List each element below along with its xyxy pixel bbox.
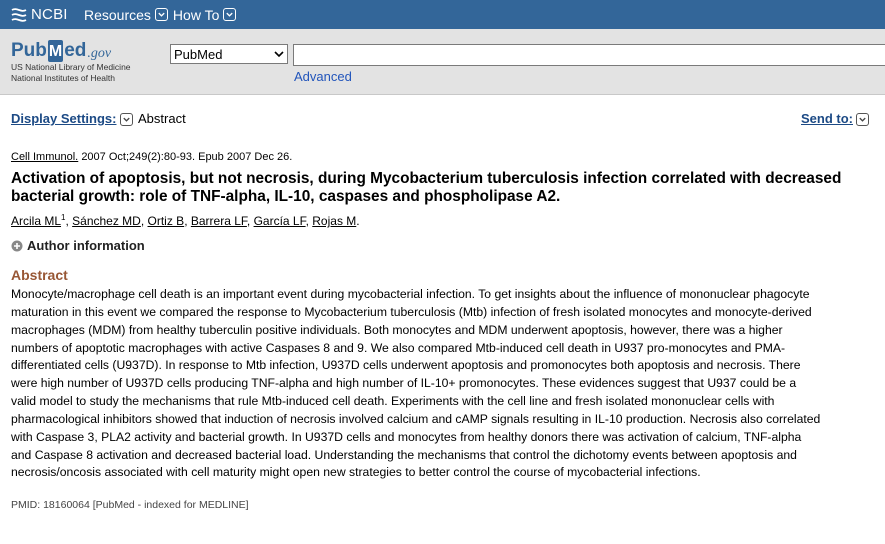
author-affiliation-marker: 1 — [61, 213, 66, 222]
abstract-line: maturation in this event we compared the response to Mycobacterium tuberculosis (Mtb) infection of fresh isolated monocytes and monocyte-derived — [11, 304, 812, 319]
abstract-line: numbers of apoptotic macrophages with active Caspases 8 and 9. We also compared Mtb-induced cell death in U937 pro-monocytes and PMA- — [11, 340, 786, 355]
database-selected-value: PubMed — [174, 46, 223, 62]
resources-label: Resources — [84, 6, 151, 23]
author-separator: , — [184, 214, 191, 228]
citation-line — [11, 151, 292, 163]
send-to-link[interactable]: Send to: — [801, 111, 853, 126]
author-link[interactable]: Arcila ML — [11, 214, 62, 228]
search-input[interactable] — [293, 44, 885, 66]
database-select[interactable] — [170, 44, 288, 64]
author-link[interactable]: Ortiz B — [147, 214, 185, 228]
abstract-line: necrosis/oncosis associated with cell maturity might open new strategies to better control the course of mycobacterial infections. — [11, 465, 701, 480]
display-settings-link[interactable]: Display Settings: — [11, 111, 117, 126]
nlm-line: US National Library of Medicine — [11, 62, 131, 72]
author-link[interactable]: Barrera LF — [190, 214, 247, 228]
chevron-down-icon[interactable] — [856, 113, 869, 126]
author-list — [11, 213, 360, 228]
abstract-line: and Caspase 8 activation and decreased bacterial load. Understanding the mechanisms that control the dichotomy events between apoptosis and — [11, 447, 797, 462]
resources-menu[interactable] — [84, 7, 168, 23]
author-separator: , — [140, 214, 148, 228]
author-information-toggle[interactable] — [11, 238, 145, 253]
abstract-line: differentiated cells (U937D). In response to Mtb infection, U937D cells underwent apoptosis and promonocytes both apoptosis and necrosis. There — [11, 358, 801, 373]
expand-plus-icon — [11, 240, 23, 252]
author-link[interactable]: Sánchez MD — [72, 214, 141, 228]
abstract-line: valid model to study the mechanisms that rule Mtb-induced cell death. Experiments with the cell line and fresh isolated mononuclear cells with — [11, 394, 775, 409]
author-link[interactable]: García LF — [253, 214, 306, 228]
pubmed-wordmark: Pub M ed .gov — [11, 40, 112, 61]
abstract-text — [11, 286, 879, 482]
howto-menu[interactable] — [173, 7, 236, 23]
abstract-line: were high number of U937D cells producing TNF-alpha and high number of IL-10+ promonocytes. These evidences suggest that U937 could be a — [11, 376, 797, 391]
ncbi-helix-icon — [10, 7, 28, 23]
chevron-down-icon — [223, 8, 236, 21]
author-separator: , — [65, 214, 73, 228]
dropdown-arrow-icon — [273, 48, 285, 60]
pubmed-logo[interactable] — [11, 35, 161, 84]
article-title: Activation of apoptosis, but not necrosis, during Mycobacterium tuberculosis infection correlated with decreased bacterial growth: role of TNF-alpha, IL-10, caspases and phospholipase A2. — [11, 170, 842, 205]
ncbi-header-bar — [0, 0, 885, 29]
chevron-down-icon — [155, 8, 168, 21]
citation-details: 2007 Oct;249(2):80-93. Epub 2007 Dec 26. — [81, 151, 293, 163]
author-separator: , — [246, 214, 254, 228]
abstract-heading: Abstract — [11, 267, 68, 283]
display-settings-value: Abstract — [138, 111, 186, 126]
author-separator: , — [305, 214, 313, 228]
abstract-line: Monocyte/macrophage cell death is an important event during mycobacterial infection. To get insights about the influence of mononuclear phagocyte — [11, 287, 810, 301]
ncbi-label: NCBI — [31, 6, 68, 23]
abstract-line: with Caspase 3, PLA2 activity and bacterial growth. In U937D cells and monocytes from healthy donors there was activation of calcium, TNF-alpha — [11, 429, 802, 444]
search-area — [0, 29, 885, 95]
howto-label: How To — [172, 6, 220, 23]
ncbi-logo[interactable] — [10, 6, 74, 23]
abstract-line: pharmacological inhibitors showed that induction of necrosis involved calcium and cAMP signals resulting in IL-10 production. Necrosis also correlated — [11, 411, 821, 426]
author-information-label: Author information — [27, 238, 145, 253]
chevron-down-icon[interactable] — [120, 113, 133, 126]
abstract-line: macrophages (MDM) from healthy tuberculin positive individuals. Both monocytes and MDM underwent apoptosis, however, there was a higher — [11, 322, 783, 337]
journal-link[interactable]: Cell Immunol. — [11, 151, 79, 163]
author-link[interactable]: Rojas M — [312, 214, 357, 228]
pmid-line: PMID: 18160064 [PubMed - indexed for MEDLINE] — [11, 499, 249, 511]
nih-line: National Institutes of Health — [11, 73, 115, 83]
display-settings-row — [11, 111, 871, 129]
advanced-search-link[interactable]: Advanced — [294, 69, 352, 84]
author-separator: . — [356, 214, 360, 228]
